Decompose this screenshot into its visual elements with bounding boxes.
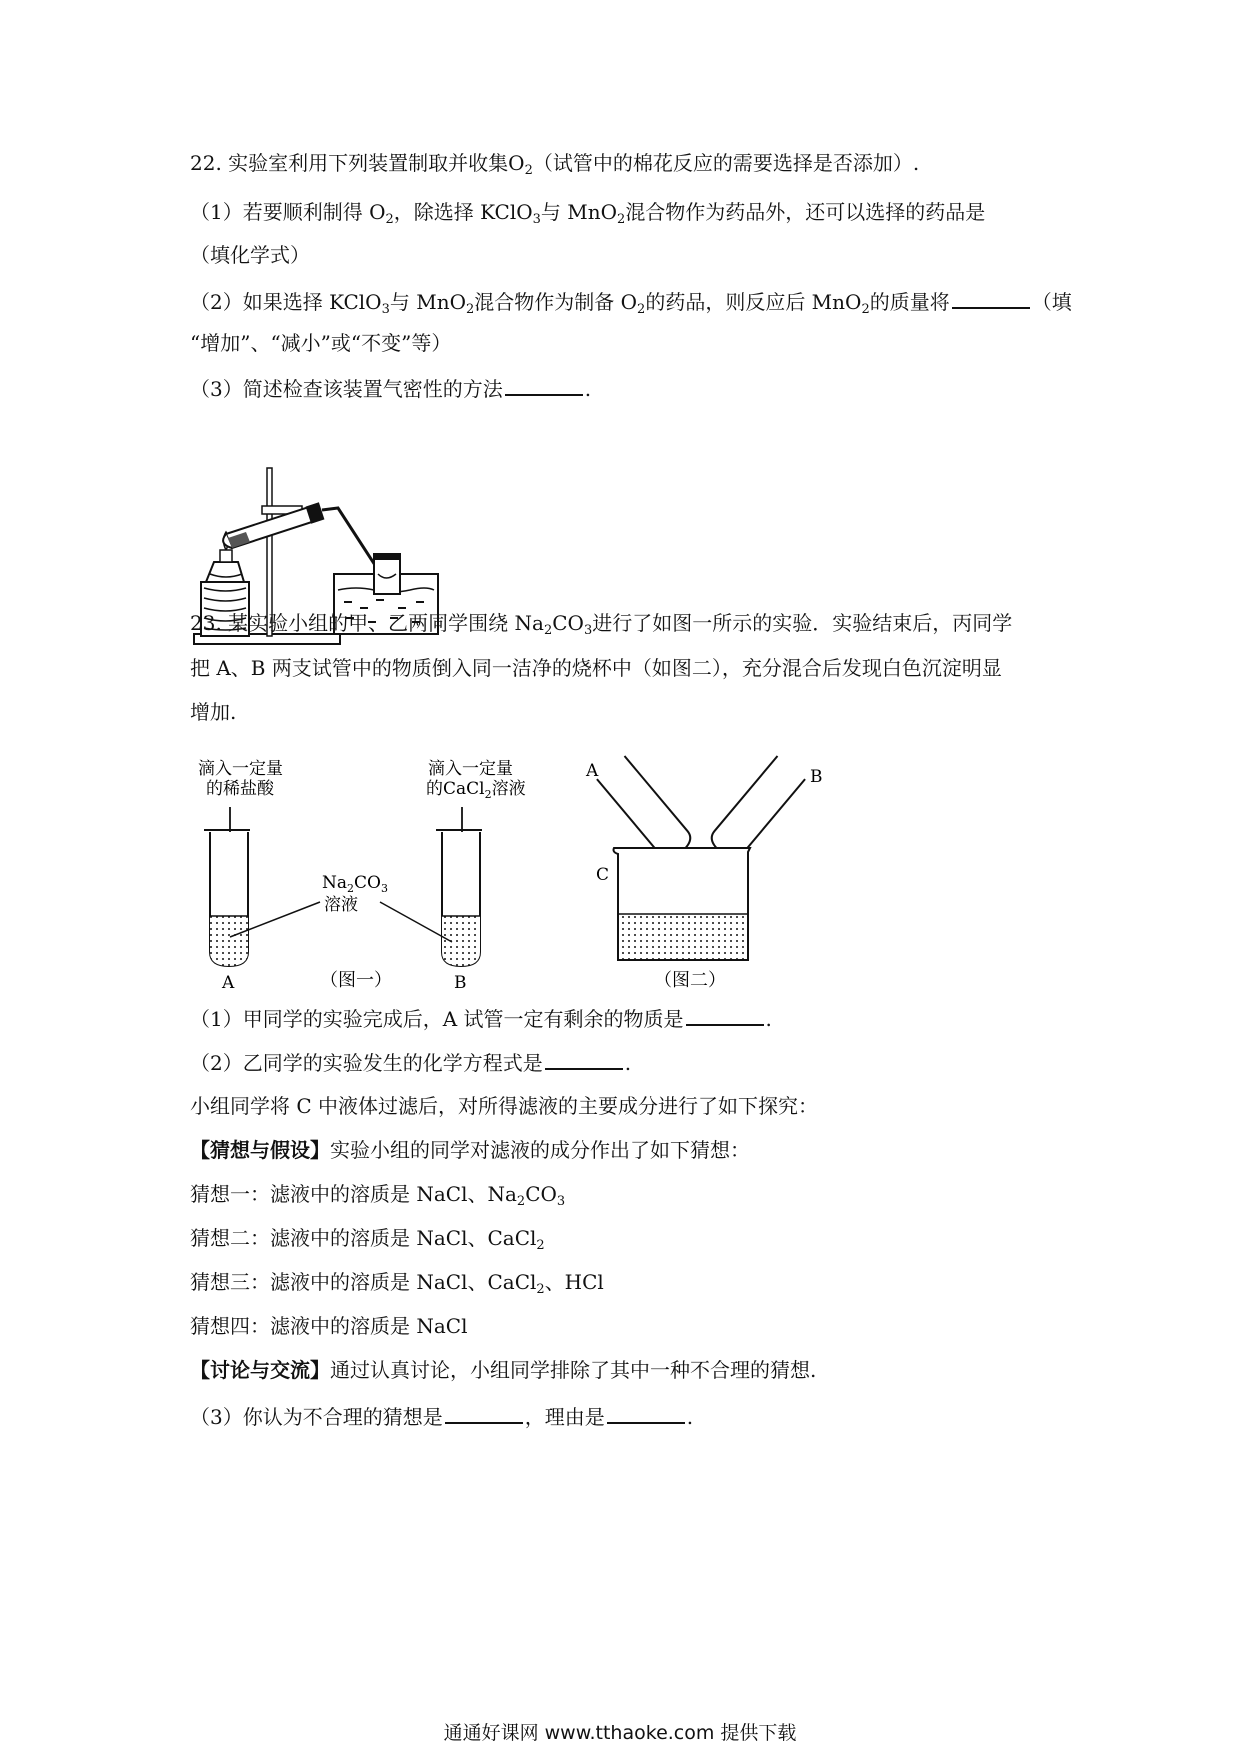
q22-p2-sub4: 2 (861, 302, 870, 317)
fig2-caption: （图二） (654, 970, 726, 988)
q23-p2-end: . (624, 1051, 632, 1075)
q23-stem-line2: 把 A、B 两支试管中的物质倒入同一洁净的烧杯中（如图二），充分混合后发现白色沉淀明显 (190, 656, 1002, 680)
fig1-center1-na: Na (322, 873, 348, 893)
q23-guess-1 (190, 1181, 565, 1215)
q23-p3-a: （3）你认为不合理的猜想是 (190, 1405, 443, 1429)
q22-p1-a: （1）若要顺利制得 O (190, 200, 386, 224)
fig1-center1-sub2: 3 (380, 882, 388, 895)
q23-g1-sub1: 2 (516, 1194, 526, 1209)
q23-disc-text: 通过认真讨论，小组同学排除了其中一种不合理的猜想. (330, 1358, 817, 1382)
q23-intro: 小组同学将 C 中液体过滤后，对所得滤液的主要成分进行了如下探究： (190, 1094, 819, 1118)
q23-stem-b: CO (552, 611, 584, 635)
q22-p2-sub3: 2 (637, 302, 646, 317)
q23-stem-sub2: 3 (583, 623, 593, 638)
fig2-beaker-label: C (596, 865, 610, 885)
q22-stem-sub: 2 (524, 163, 533, 178)
q22-p2-d: 的药品，则反应后 MnO (645, 290, 862, 314)
fig1-tube-b-label: B (454, 973, 467, 988)
q23-g1-sub2: 3 (556, 1194, 566, 1209)
fig1-label-b2-main: 的CaCl (426, 779, 485, 799)
q23-p1-end: . (765, 1007, 772, 1031)
fig1-label-b1: 滴入一定量 (428, 759, 513, 779)
q23-p3-end: . (686, 1405, 694, 1429)
answer-blank[interactable] (445, 1402, 523, 1424)
q23-part2 (190, 1048, 631, 1076)
figure-one (190, 752, 550, 988)
q22-p3-end: . (584, 377, 592, 401)
fig1-label-a2: 的稀盐酸 (206, 779, 274, 799)
fig1-label-b2 (426, 779, 526, 801)
q22-p2-sub1: 3 (381, 302, 390, 317)
q23-g2-sub: 2 (536, 1238, 545, 1253)
q23-p1-a: （1）甲同学的实验完成后，A 试管一定有剩余的物质是 (190, 1007, 684, 1031)
fig1-tube-b (436, 830, 482, 966)
q23-g1-a: 猜想一：滤液中的溶质是 NaCl、Na (190, 1182, 517, 1206)
q23-hyp-text: 实验小组的同学对滤液的成分作出了如下猜想： (330, 1138, 750, 1162)
q22-part1-line2: （填化学式） (190, 243, 310, 267)
q23-g3-a: 猜想三：滤液中的溶质是 NaCl、CaCl (190, 1270, 537, 1294)
q23-guess-2 (190, 1225, 545, 1259)
q23-p2-a: （2）乙同学的实验发生的化学方程式是 (190, 1051, 543, 1075)
q22-stem-a: 实验室利用下列装置制取并收集O (228, 151, 525, 175)
q22-p2-sub2: 2 (466, 302, 475, 317)
fig1-tube-a-label: A (222, 973, 235, 988)
q22-part2-line1 (190, 287, 1072, 323)
q22-p3-a: （3）简述检查该装置气密性的方法 (190, 377, 503, 401)
q22-number: 22. (190, 151, 222, 175)
answer-blank[interactable] (545, 1048, 623, 1070)
fig2-tube-b-label: B (810, 767, 823, 787)
q22-p2-a: （2）如果选择 KClO (190, 290, 382, 314)
q23-stem-sub1: 2 (543, 623, 553, 638)
q22-p2-e: 的质量将 (869, 290, 950, 314)
answer-blank[interactable] (686, 1004, 764, 1026)
answer-blank[interactable] (952, 287, 1030, 309)
q22-part1-line1 (190, 199, 985, 233)
q23-g3-b: 、HCl (544, 1270, 604, 1294)
fig2-tube-a-label: A (586, 761, 599, 781)
q23-p3-b: ，理由是 (524, 1405, 605, 1429)
q23-stem-a: 某实验小组的甲、乙两同学围绕 Na (228, 611, 544, 635)
fig1-center-label1 (322, 873, 388, 895)
q23-part3 (190, 1402, 693, 1430)
answer-blank[interactable] (607, 1402, 685, 1424)
q22-p1-c: 与 MnO (540, 200, 618, 224)
fig1-caption: （图一） (320, 970, 392, 988)
q23-part1 (190, 1004, 772, 1032)
fig1-center1-co: CO (354, 873, 381, 893)
q23-guess-3 (190, 1269, 604, 1303)
figure-two (578, 752, 824, 988)
q22-p1-sub3: 2 (617, 212, 626, 227)
q23-g3-sub: 2 (536, 1282, 545, 1297)
fig1-label-a1: 滴入一定量 (198, 759, 283, 779)
q23-stem-line1 (190, 610, 1012, 644)
q22-p1-b: ，除选择 KClO (393, 200, 533, 224)
q23-stem-line3: 增加. (190, 700, 237, 724)
fig1-label-b2-sub: 2 (484, 788, 492, 801)
q23-stem-c: 进行了如图一所示的实验．实验结束后，丙同学 (592, 611, 1013, 635)
q22-p2-b: 与 MnO (389, 290, 466, 314)
q23-discussion (190, 1357, 816, 1383)
q22-stem-b: （试管中的棉花反应的需要选择是否添加）. (532, 151, 920, 175)
q22-stem (190, 150, 919, 184)
fig2-beaker (614, 848, 751, 960)
answer-blank[interactable] (505, 374, 583, 396)
fig1-center-label2: 溶液 (324, 895, 358, 915)
q23-disc-head: 【讨论与交流】 (190, 1358, 330, 1382)
page-footer: 通通好课网 www.tthaoke.com 提供下载 (443, 1722, 797, 1744)
q23-g2-a: 猜想二：滤液中的溶质是 NaCl、CaCl (190, 1226, 537, 1250)
q23-guess-4: 猜想四：滤液中的溶质是 NaCl (190, 1314, 468, 1338)
fig1-label-b2-end: 溶液 (491, 779, 526, 799)
q23-hyp-head: 【猜想与假设】 (190, 1138, 330, 1162)
q22-p1-sub1: 2 (385, 212, 394, 227)
q23-g1-b: CO (525, 1182, 557, 1206)
fig1-center1-sub: 2 (347, 882, 355, 895)
q22-p1-sub2: 3 (532, 212, 541, 227)
q22-part2-line2: “增加”、“减小”或“不变”等） (190, 331, 452, 355)
q23-hypothesis (190, 1137, 750, 1163)
q23-number: 23. (190, 611, 222, 635)
fig1-tube-a (204, 830, 250, 966)
q22-p2-f: （填 (1031, 290, 1072, 314)
q22-part3 (190, 374, 591, 402)
q22-p1-d: 混合物作为药品外，还可以选择的药品是 (625, 200, 986, 224)
q22-p2-c: 混合物作为制备 O (474, 290, 638, 314)
